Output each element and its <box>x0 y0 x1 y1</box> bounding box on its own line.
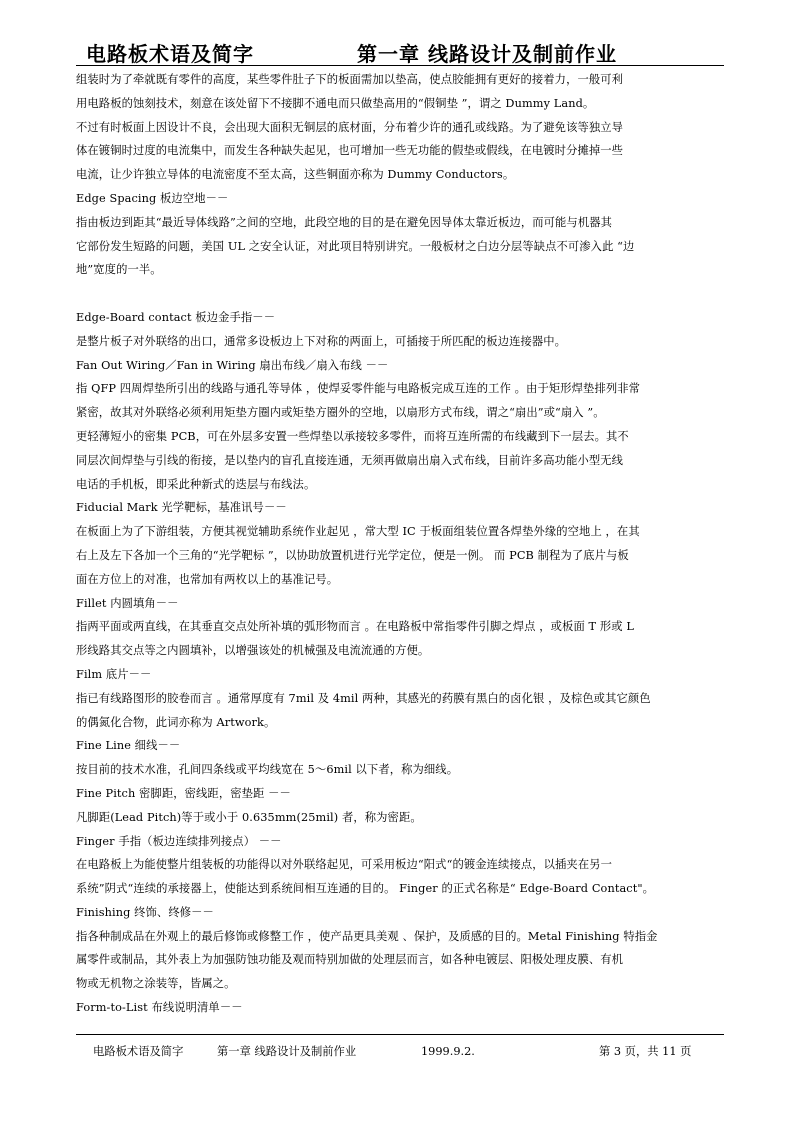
text-line: 紧密，故其对外联络必须利用矩垫方圈内或矩垫方圈外的空地，以扇形方式布线，谓之“扇出”或“扇入 ”。 <box>76 406 605 420</box>
text-line: 同层次间焊垫与引线的衔接，是以垫内的盲孔直接连通，无须再做扇出扇入式布线，目前许多高功能小型无线 <box>76 453 624 467</box>
text-line: 地”宽度的一半。 <box>76 263 162 277</box>
blank-line <box>76 282 724 306</box>
text-line: 电话的手机板，即采此种新式的迭层与布线法。 <box>76 477 316 491</box>
text-line: 不过有时板面上因设计不良，会出现大面积无铜层的底材面，分布着少许的通孔或线路。为了避免该等独立导 <box>76 120 624 134</box>
text-line: Edge Spacing 板边空地－－ <box>76 191 229 205</box>
text-line: 面在方位上的对准，也常加有两枚以上的基准记号。 <box>76 572 339 586</box>
text-line: 体在镀铜时过度的电流集中，而发生各种缺失起见，也可增加一些无功能的假垫或假线，在电镀时分摊掉一些 <box>76 144 624 158</box>
text-line: 指两平面或两直线，在其垂直交点处所补填的弧形物而言 。在电路板中常指零件引脚之焊点 ，或板面 T 形或 L <box>76 620 634 634</box>
text-line: 指由板边到距其“最近导体线路”之间的空地，此段空地的目的是在避免因导体太靠近板边，而可能与机器其 <box>76 215 613 229</box>
text-line: Finger 手指（板边连续排列接点） －－ <box>76 834 282 848</box>
text-line: 属零件或制品，其外表上为加强防蚀功能及观而特别加做的处理层而言，如各种电镀层、阳极处理皮膜、有机 <box>76 953 624 967</box>
header-rule <box>76 65 724 66</box>
text-line: Finishing 终饰、终修－－ <box>76 905 214 919</box>
text-line: 在板面上为了下游组装，方便其视觉辅助系统作业起见 ，常大型 IC 于板面组装位置各焊垫外缘的空地上 ，在其 <box>76 525 640 539</box>
footer-page-number: 第 3 页，共 11 页 <box>599 1045 692 1058</box>
page-header <box>76 38 724 64</box>
text-line: 指各种制成品在外观上的最后修饰或修整工作 ，使产品更具美观 、保护，及质感的目的。Metal Finishing 特指金 <box>76 929 658 943</box>
text-line: 凡脚距(Lead Pitch)等于或小于 0.635mm(25mil) 者，称为密距。 <box>76 810 422 824</box>
text-line: 电流，让少许独立导体的电流密度不至太高，这些铜面亦称为 Dummy Conductors。 <box>76 168 515 182</box>
text-line: Edge-Board contact 板边金手指－－ <box>76 310 276 324</box>
text-line: Fiducial Mark 光学靶标，基准讯号－－ <box>76 501 287 515</box>
text-line: 在电路板上为能使整片组装板的功能得以对外联络起见，可采用板边“阳式“的镀金连续接点，以插夹在另一 <box>76 858 613 872</box>
text-line: Fine Pitch 密脚距，密线距，密垫距 －－ <box>76 786 291 800</box>
footer-chapter: 第一章 线路设计及制前作业 <box>217 1045 357 1058</box>
header-chapter: 第一章 线路设计及制前作业 <box>357 42 617 66</box>
text-line: Form-to-List 布线说明清单－－ <box>76 1001 243 1015</box>
text-line: Fan Out Wiring／Fan in Wiring 扇出布线／扇入布线 －－ <box>76 358 389 372</box>
text-line: 它部份发生短路的问题，美国 UL 之安全认证，对此项目特别讲究。一般板材之白边分层等缺点不可渗入此 “边 <box>76 239 635 253</box>
text-line: 更轻薄短小的密集 PCB，可在外层多安置一些焊垫以承接较多零件，而将互连所需的布线藏到下一层去。其不 <box>76 429 629 443</box>
text-line: 用电路板的蚀刻技术，刻意在该处留下不接脚不通电而只做垫高用的“假铜垫 ”，谓之 Dummy Land。 <box>76 96 595 110</box>
text-line: Fine Line 细线－－ <box>76 739 181 753</box>
text-line: Film 底片－－ <box>76 667 152 681</box>
text-line: 按目前的技术水准，孔间四条线或平均线宽在 5～6mil 以下者，称为细线。 <box>76 763 459 777</box>
text-line: 右上及左下各加一个三角的“光学靶标 ”，以协助放置机进行光学定位，便是一例。 而 PCB 制程为了底片与板 <box>76 548 629 562</box>
text-line: 物或无机物之涂装等，皆属之。 <box>76 977 236 991</box>
text-line: 指 QFP 四周焊垫所引出的线路与通孔等导体 ，使焊妥零件能与电路板完成互连的工作 。由于矩形焊垫排列非常 <box>76 382 641 396</box>
footer-title: 电路板术语及简字 <box>93 1045 184 1058</box>
text-line: 形线路其交点等之内圆填补，以增强该处的机械强及电流流通的方便。 <box>76 644 430 658</box>
text-line: 系统”阴式“连续的承接器上，使能达到系统间相互连通的目的。 Finger 的正式名称是“ Edge-Board Contact"。 <box>76 882 655 896</box>
footer-date: 1999.9.2. <box>421 1045 475 1058</box>
text-line: 的偶氮化合物，此词亦称为 Artwork。 <box>76 715 276 729</box>
text-line: 是整片板子对外联络的出口，通常多设板边上下对称的两面上，可插接于所匹配的板边连接器中。 <box>76 334 567 348</box>
text-line: Fillet 内圆填角－－ <box>76 596 179 610</box>
document-body <box>76 68 724 1020</box>
footer-rule <box>76 1034 724 1035</box>
text-line: 组装时为了牵就既有零件的高度，某些零件肚子下的板面需加以垫高，使点胶能拥有更好的接着力，一般可利 <box>76 73 624 86</box>
page-footer <box>76 1042 724 1062</box>
text-line: 指已有线路图形的胶卷而言 。通常厚度有 7mil 及 4mil 两种，其感光的药膜有黑白的卤化银 ，及棕色或其它颜色 <box>76 691 651 705</box>
header-title: 电路板术语及简字 <box>86 42 254 66</box>
